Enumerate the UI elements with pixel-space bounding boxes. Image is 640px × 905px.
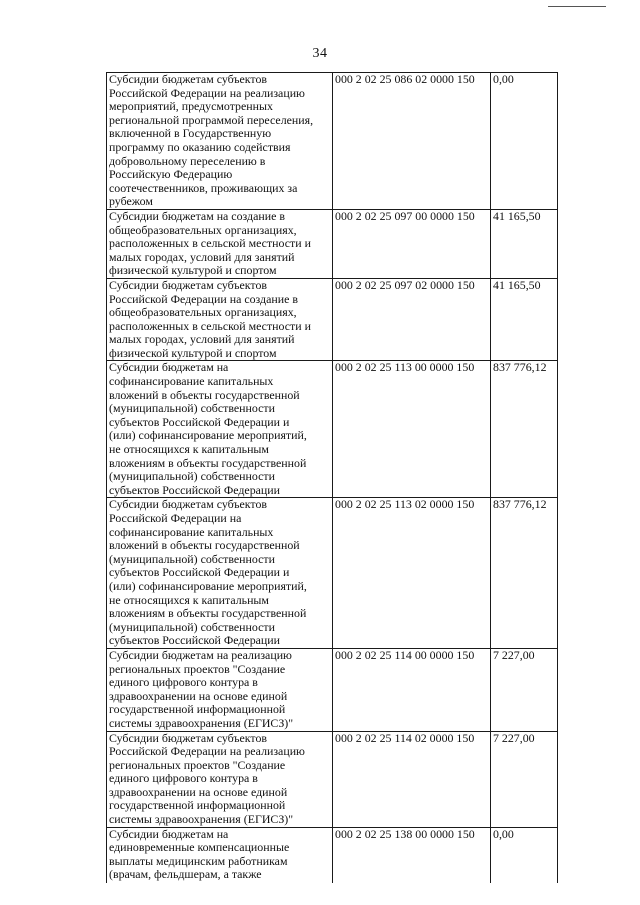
scan-corner-mark bbox=[548, 6, 606, 8]
amount-cell: 41 165,50 bbox=[491, 278, 558, 361]
budget-code-cell: 000 2 02 25 086 02 0000 150 bbox=[333, 73, 491, 210]
table-row bbox=[107, 278, 558, 361]
table-row bbox=[107, 361, 558, 498]
revenue-name-cell: Субсидии бюджетам субъектов Российской Федерации на реализацию мероприятий, предусмотренных региональной программой переселения, включенной в Государственную программу по оказанию содействия добровольному переселению в Российскую Федерацию соотечественников, проживающих за рубежом bbox=[107, 73, 333, 210]
revenue-name-cell: Субсидии бюджетам на единовременные компенсационные выплаты медицинским работникам (врачам, фельдшерам, а также bbox=[107, 827, 333, 883]
budget-code-cell: 000 2 02 25 114 00 0000 150 bbox=[333, 648, 491, 731]
table-row bbox=[107, 731, 558, 827]
revenue-name-cell: Субсидии бюджетам субъектов Российской Федерации на реализацию региональных проектов "Создание единого цифрового контура в здравоохранении на основе единой государственной информационной системы здравоохранения (ЕГИСЗ)" bbox=[107, 731, 333, 827]
budget-code-cell: 000 2 02 25 114 02 0000 150 bbox=[333, 731, 491, 827]
amount-cell: 41 165,50 bbox=[491, 209, 558, 278]
table-row bbox=[107, 648, 558, 731]
revenue-name-cell: Субсидии бюджетам субъектов Российской Федерации на создание в общеобразовательных организациях, расположенных в сельской местности и малых городах, условий для занятий физической культурой и спортом bbox=[107, 278, 333, 361]
revenue-name-cell: Субсидии бюджетам на реализацию региональных проектов "Создание единого цифрового контура в здравоохранении на основе единой государственной информационной системы здравоохранения (ЕГИСЗ)" bbox=[107, 648, 333, 731]
budget-code-cell: 000 2 02 25 138 00 0000 150 bbox=[333, 827, 491, 883]
table-row bbox=[107, 498, 558, 649]
amount-cell: 837 776,12 bbox=[491, 498, 558, 649]
budget-code-cell: 000 2 02 25 113 02 0000 150 bbox=[333, 498, 491, 649]
revenue-name-cell: Субсидии бюджетам на софинансирование капитальных вложений в объекты государственной (муниципальной) собственности субъектов Российской Федерации и (или) софинансирование мероприятий, не относящихся к капитальным вложениям в объекты государственной (муниципальной) собственности субъектов Российской Федерации bbox=[107, 361, 333, 498]
table-row bbox=[107, 73, 558, 210]
budget-code-cell: 000 2 02 25 113 00 0000 150 bbox=[333, 361, 491, 498]
page-number: 34 bbox=[312, 46, 328, 61]
table-row bbox=[107, 209, 558, 278]
amount-cell: 7 227,00 bbox=[491, 648, 558, 731]
revenue-name-cell: Субсидии бюджетам субъектов Российской Федерации на софинансирование капитальных вложений в объекты государственной (муниципальной) собственности субъектов Российской Федерации и (или) софинансирование мероприятий, не относящихся к капитальным вложениям в объекты государственной (муниципальной) собственности субъектов Российской Федерации bbox=[107, 498, 333, 649]
amount-cell: 0,00 bbox=[491, 73, 558, 210]
budget-code-cell: 000 2 02 25 097 00 0000 150 bbox=[333, 209, 491, 278]
revenue-name-cell: Субсидии бюджетам на создание в общеобразовательных организациях, расположенных в сельской местности и малых городах, условий для занятий физической культурой и спортом bbox=[107, 209, 333, 278]
amount-cell: 837 776,12 bbox=[491, 361, 558, 498]
amount-cell: 0,00 bbox=[491, 827, 558, 883]
table-row bbox=[107, 827, 558, 883]
budget-revenue-table bbox=[106, 72, 558, 883]
amount-cell: 7 227,00 bbox=[491, 731, 558, 827]
budget-code-cell: 000 2 02 25 097 02 0000 150 bbox=[333, 278, 491, 361]
